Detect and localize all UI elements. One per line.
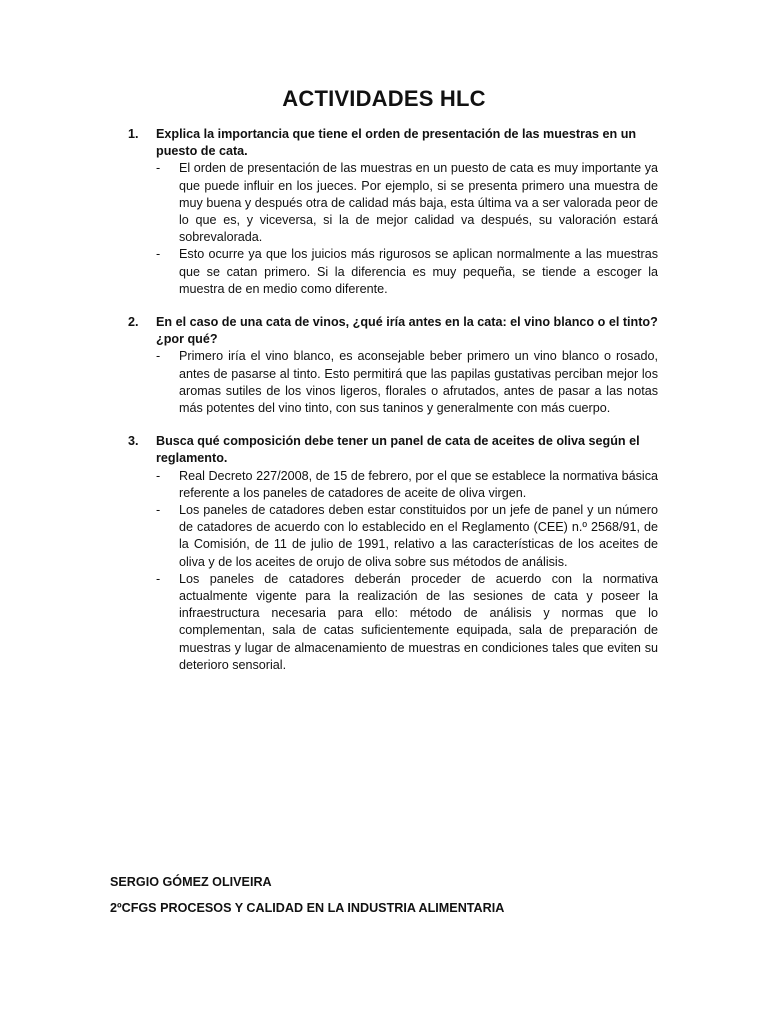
answer-item (128, 348, 658, 417)
document-title: ACTIVIDADES HLC (282, 86, 486, 111)
bullet-dash: - (156, 247, 161, 262)
answer-text: Los paneles de catadores deben estar constituidos por un jefe de panel y un número de catadores de acuerdo con lo establecido en el Reglamento (CEE) n.º 2568/91, de la Comisión, de 11 de julio de 1991, relativo a las características de los aceites de oliva y de los aceites de orujo de oliva sobre sus métodos de análisis. (179, 503, 658, 569)
answer-item (128, 246, 658, 298)
question-2 (128, 314, 658, 417)
question-text: Explica la importancia que tiene el orden de presentación de las muestras en un puesto de cata. (156, 127, 637, 159)
answer-item (128, 468, 658, 502)
question-number: 1. (128, 127, 139, 141)
answer-text: Primero iría el vino blanco, es aconsejable beber primero un vino blanco o rosado, antes de pasarse al tinto. Esto permitirá que las papilas gustativas perciban mejor los aromas sutiles de los vinos ligeros, florales o afrutados, antes de pasar a las notas más potentes del vino tinto, con sus taninos y generalmente con más cuerpo. (179, 349, 658, 416)
answer-item (128, 571, 658, 674)
question-number: 3. (128, 434, 139, 449)
question-text: En el caso de una cata de vinos, ¿qué iría antes en la cata: el vino blanco o el tinto? ¿por qué? (156, 315, 658, 347)
question-text: Busca qué composición debe tener un panel de cata de aceites de oliva según el reglamento. (156, 434, 640, 466)
course-name: 2ºCFGS PROCESOS Y CALIDAD EN LA INDUSTRIA ALIMENTARIA (110, 901, 505, 915)
question-3 (128, 433, 658, 674)
author-name: SERGIO GÓMEZ OLIVEIRA (110, 875, 272, 889)
questions-list (128, 126, 658, 690)
answer-item (128, 160, 658, 246)
bullet-dash: - (156, 349, 161, 364)
bullet-dash: - (156, 161, 161, 176)
question-1 (128, 126, 658, 298)
question-number: 2. (128, 315, 139, 330)
answer-item (128, 502, 658, 571)
bullet-dash: - (156, 503, 161, 518)
answer-text: El orden de presentación de las muestras en un puesto de cata es muy importante ya que puede influir en los jueces. Por ejemplo, si se presenta primero una muestra de muy buena y después otra de calidad más baja, esta última va a ser valorada peor de lo que es, y viceversa, si la de mejor calidad va después, su valoración estará sobrevalorada. (179, 161, 658, 245)
answer-text: Esto ocurre ya que los juicios más rigurosos se aplican normalmente a las muestras que se catan primero. Si la diferencia es muy pequeña, se tiende a escoger la muestra de en medio como diferente. (179, 247, 658, 296)
bullet-dash: - (156, 571, 161, 586)
bullet-dash: - (156, 468, 161, 483)
document-footer (110, 874, 504, 917)
answer-text: Los paneles de catadores deberán proceder de acuerdo con la normativa actualmente vigente para la realización de las sesiones de cata y poseer la infraestructura necesaria para ello: método de análisis y normas que lo complementan, sala de catas suficientemente equipada, sala de preparación de muestras y lugar de almacenamiento de muestras en condiciones tales que eviten su deterioro sensorial. (179, 571, 658, 672)
answer-text: Real Decreto 227/2008, de 15 de febrero, por el que se establece la normativa básica referente a los paneles de catadores de aceite de oliva virgen. (179, 468, 658, 500)
